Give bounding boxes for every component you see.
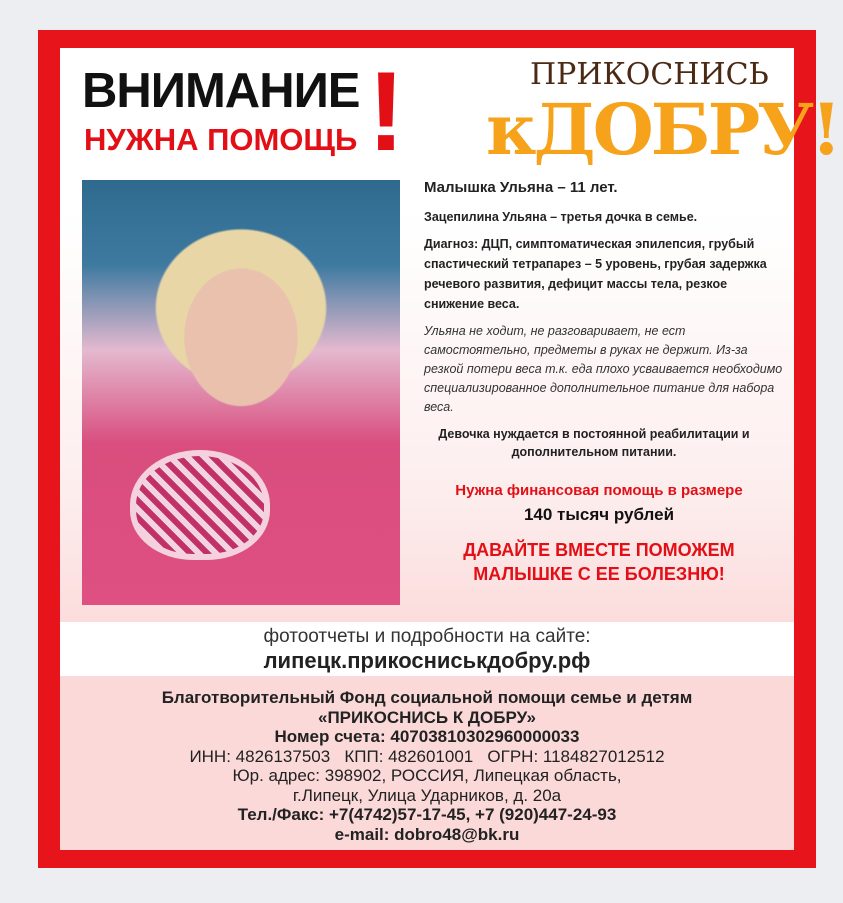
logo — [486, 57, 839, 171]
org-name: «ПРИКОСНИСЬ К ДОБРУ» — [318, 707, 536, 727]
exclamation-mark: ! — [367, 49, 405, 174]
headline: ВНИМАНИЕ — [82, 64, 360, 118]
amount: 140 тысяч рублей — [523, 505, 675, 524]
header-text — [82, 62, 359, 160]
logo-main-text: кДОБРУ! — [486, 88, 839, 171]
logo-top-text: ПРИКОСНИСЬ — [530, 57, 769, 92]
website-band — [60, 622, 794, 676]
subheadline: НУЖНА ПОМОЩЬ — [84, 122, 358, 157]
diagnosis-text: Диагноз: ДЦП, симптоматическая эпилепсия, грубый спастический тетрапарез – 5 уровень, грубая задержка речевого развития, дефицит массы тела, резкое снижение веса. — [424, 237, 767, 311]
help-label: Нужна финансовая помощь в размере — [455, 482, 743, 499]
shirt-heart-graphic — [130, 450, 270, 560]
condition-text: Ульяна не ходит, не разговаривает, не ест самостоятельно, предметы в руках не держит. Из-за резкой потери веса т.к. еда плохо усваивается необходимо специализированное дополнительное питание для набора веса. — [424, 324, 783, 414]
name-age: Малышка Ульяна – 11 лет. — [424, 179, 618, 196]
footer-contacts — [60, 688, 794, 844]
address-line-2: г.Липецк, Улица Ударников, д. 20а — [292, 785, 562, 805]
header — [82, 49, 405, 174]
appeal: ДАВАЙТЕ ВМЕСТЕ ПОМОЖЕМ МАЛЫШКЕ С ЕЕ БОЛЕЗНЮ! — [463, 540, 735, 584]
family-text: Зацепилина Ульяна – третья дочка в семье. — [424, 210, 698, 224]
child-photo — [82, 180, 400, 605]
org-ids: ИНН: 4826137503 КПП: 482601001 ОГРН: 1184827012512 — [189, 746, 665, 766]
website-label: фотоотчеты и подробности на сайте: — [263, 626, 591, 647]
account-number: Номер счета: 40703810302960000033 — [274, 727, 580, 746]
address-line-1: Юр. адрес: 398902, РОССИЯ, Липецкая область, — [232, 766, 622, 785]
needs-text: Девочка нуждается в постоянной реабилитации и дополнительном питании. — [438, 427, 750, 459]
phone: Тел./Факс: +7(4742)57-17-45, +7 (920)447-24-93 — [237, 805, 617, 824]
org-description: Благотворительный Фонд социальной помощи семье и детям — [161, 688, 693, 707]
website-link[interactable]: липецк.прикосниськдобру.рф — [263, 648, 591, 673]
email[interactable]: e-mail: dobro48@bk.ru — [334, 824, 520, 844]
story-column — [424, 178, 784, 586]
